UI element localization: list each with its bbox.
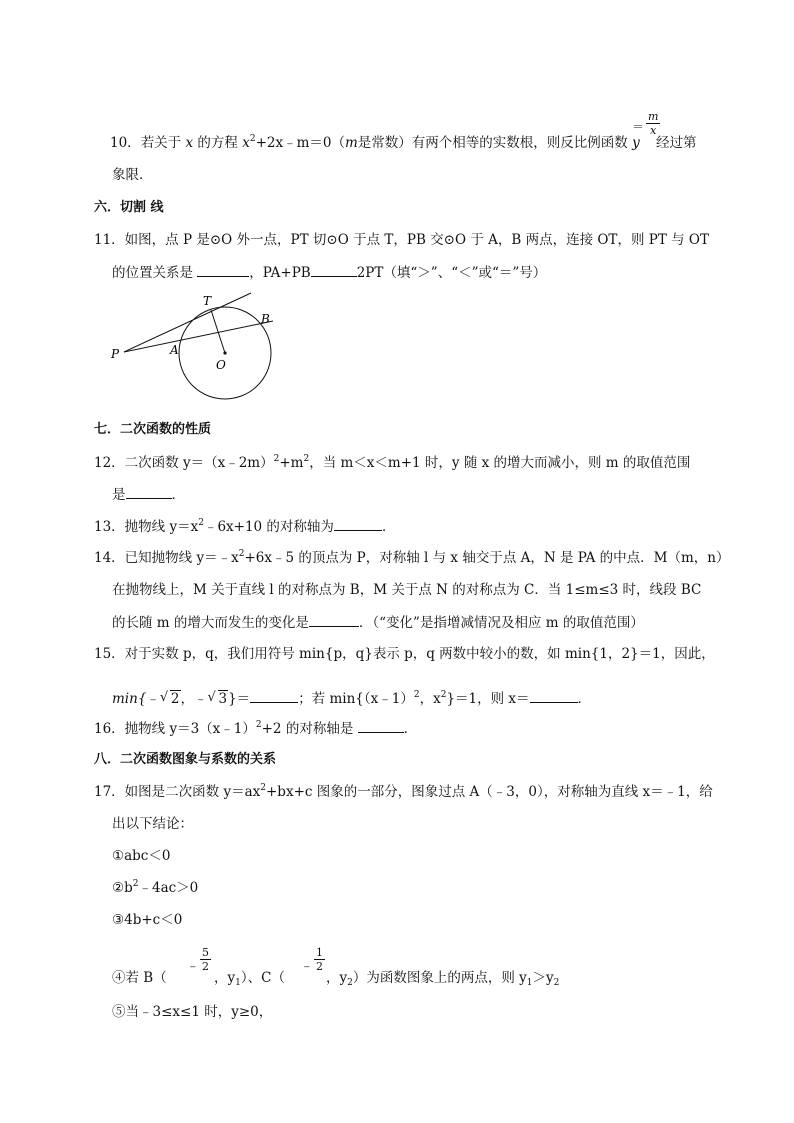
section-6-heading: 六．切割 线 <box>94 200 164 215</box>
q16-blank[interactable] <box>358 718 404 733</box>
q11-line2: 的位置关系是 ，PA+PB 2PT（填“＞”、“＜”或“＝”号） <box>112 262 546 283</box>
sqrt-3: √ 3 <box>207 690 228 707</box>
q14-blank[interactable] <box>309 612 359 627</box>
q14-line3: 的长随 m 的增大而发生的变化是 ．（“变化”是指增减情况及相应 m 的取值范围） <box>112 612 644 633</box>
q10-tail: 经过第 <box>656 135 697 151</box>
q12-blank[interactable] <box>126 484 172 499</box>
q13-blank[interactable] <box>334 516 382 531</box>
q12-line2: 是 ． <box>112 484 185 505</box>
q11-figure <box>108 290 288 405</box>
q14-line1: 14．已知抛物线 $y=﹣x^2+6x﹣5$ 的顶点为 P，对称轴 l 与 x 轴交于点 A，N 是 PA 的中点．M（m，n） <box>94 549 730 566</box>
q17-line2: 出以下结论： <box>112 816 193 832</box>
section-8-heading: 八．二次函数图象与系数的关系 <box>94 752 277 767</box>
q14-line2: 在抛物线上，M 关于直线 l 的对称点为 B，M 关于点 N 的对称点为 C．当 1≤m≤3 时，线段 BC <box>112 582 702 598</box>
q16-line: 16．抛物线 y＝3（x﹣1）$^2$+2 的对称轴是 ． <box>94 720 418 737</box>
label-O: O <box>216 358 226 372</box>
q15-line1: 15．对于实数 p，q，我们用符号 min{p，q}表示 p，q 两数中较小的数，如 min{1，2}＝1，因此， <box>94 646 715 662</box>
q17-conclusion-3: ③4b+c＜0 <box>112 912 183 928</box>
q17-line1: 17．如图是二次函数 $y=ax^2+bx+c$ 图象的一部分，图象过点 A（﹣3，0），对称轴为直线 x＝﹣1，给 <box>94 783 713 800</box>
label-T: T <box>203 294 212 308</box>
q11-blank-1[interactable] <box>197 262 249 277</box>
q11-line1: 11．如图，点 P 是⊙O 外一点，PT 切⊙O 于点 T，PB 交⊙O 于 A，B 两点，连接 OT，则 PT 与 OT <box>94 232 709 248</box>
q12-line1: 12．二次函数 $y=(x﹣2m)^2+m^2$，当 m＜x＜m+1 时，y 随 x 的增大而减小，则 m 的取值范围 <box>94 454 691 471</box>
document-page: 10．若关于 x 的方程 $x^2+2x﹣m=0(m$是常数）有两个相等的实数根，则反比例函数 y ＝ $\frac{m}{x}$ 经过第 象限． 六．切割 线 11．如图，点 P 是⊙O 外一点，PT 切⊙O 于点 T，PB 交⊙O 于 A，B 两点，连接 OT，则 PT 与 OT 的位置关系是 ，PA+PB 2PT（填“＞”、“＜”或“＝”号） T B P A O 七．二次函数的性质 12．二次函数 $y=(x﹣2m)^2+m^2$，当 m＜x＜m+1 时，y 随 x 的增大而减小，则 m 的取值范围 是 ． 13．抛物线 $y=x^2﹣6x+10$ 的对称轴为 ． 14．已知抛物线 $y=﹣x^2+6x﹣5$ 的顶点为 P，对称轴 l 与 x 轴交于点 A，N 是 PA 的中点．M（m，n） 在抛物线上，M 关于直线 l 的对称点为 B，M 关于点 N 的对称点为 C．当 1≤m≤3 时，线段 BC 的长随 m 的增大而发生的变化是 ．（“变化”是指增减情况及相应 m 的取值范围） 15．对于实数 p，q，我们用符号 min{p，q}表示 p，q 两数中较小的数，如 min{1，2}＝1，因此， min{﹣ √ 2，﹣ √ 3}＝ ；若 min{（x﹣1）$^2$，$x^2\}=1$，则 x＝ ． 16．抛物线 y＝3（x﹣1）$^2$+2 的对称轴是 ． 八．二次函数图象与系数的关系 17．如图是二次函数 $y=ax^2+bx+c$ 图象的一部分，图象过点 A（﹣3，0），对称轴为直线 x＝﹣1，给 出以下结论： ①abc＜0 $②b^2﹣4ac>0$ ③4b+c＜0 ④若 B（ ﹣ $\frac{5}{2}$ ，$y_1$）、C（ ﹣ $\frac{1}{2}$ ，$y_2$）为函数图象上的两点，则 $y_1>y_2$ ⑤当﹣3≤x≤1 时，y≥0， <box>94 110 730 1020</box>
q17-conclusion-5: ⑤当﹣3≤x≤1 时，y≥0， <box>112 1004 273 1020</box>
q11-blank-2[interactable] <box>311 262 357 277</box>
q17-conclusion-1: ①abc＜0 <box>112 848 171 864</box>
q17-c4-mid: ，$y_1$）、C（ <box>214 970 285 988</box>
q10-line2: 象限． <box>112 167 153 183</box>
q10-line1: 10．若关于 x 的方程 $x^2+2x﹣m=0(m$是常数）有两个相等的实数根，则反比例函数 y <box>110 134 640 151</box>
label-B: B <box>261 312 270 326</box>
q15-line2: min{﹣ √ 2，﹣ √ 3}＝ ；若 min{（x﹣1）$^2$，$x^2\}=1$，则 x＝ ． <box>112 690 592 707</box>
q15-blank-2[interactable] <box>530 688 578 703</box>
label-A: A <box>170 343 179 357</box>
q15-blank-1[interactable] <box>250 688 298 703</box>
label-P: P <box>111 347 120 361</box>
q17-conclusion-4: ④若 B（ <box>112 970 167 986</box>
section-7-heading: 七．二次函数的性质 <box>94 422 212 437</box>
sqrt-2: √ 2 <box>159 690 180 707</box>
q17-c4-tail: ，$y_2$）为函数图象上的两点，则 $y_1>y_2$ <box>326 970 560 988</box>
q13-line: 13．抛物线 $y=x^2﹣6x+10$ 的对称轴为 ． <box>94 518 396 535</box>
q17-conclusion-2: $②b^2﹣4ac>0$ <box>112 879 199 896</box>
